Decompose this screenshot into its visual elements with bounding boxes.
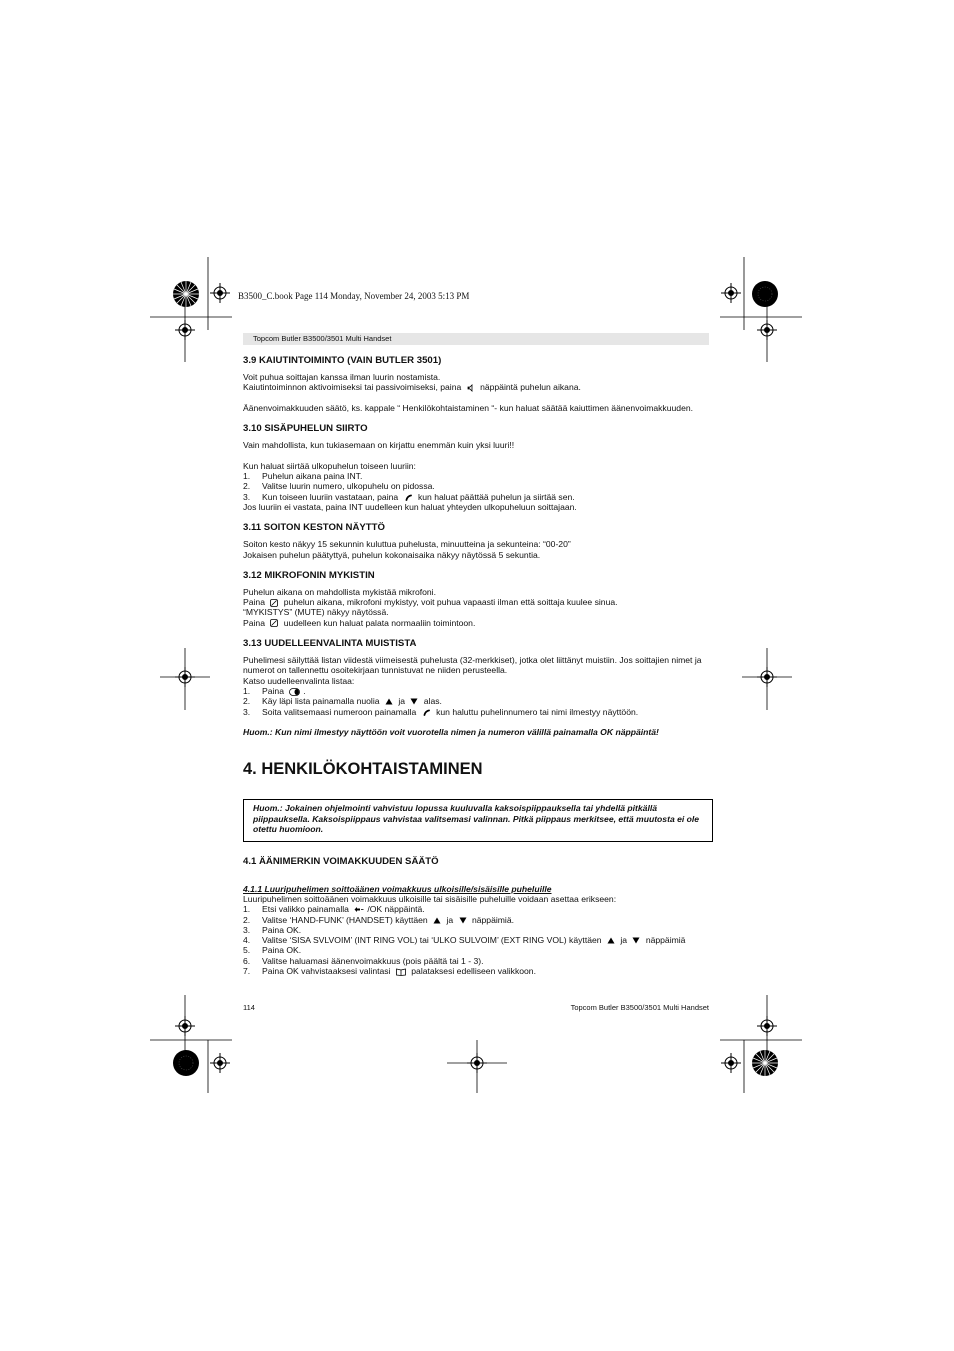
list-item: 4. Valitse ‘SISA SVLVOIM’ (INT RING VOL) tai ‘ULKO SULVOIM’ (EXT RING VOL) käyttäen ja näppäimiä [243, 935, 686, 946]
list-item: 5. Paina OK. [243, 945, 302, 956]
running-header [243, 333, 709, 345]
phone-handset-icon [422, 708, 431, 717]
list-item: 7. Paina OK vahvistaaksesi valintasi palataksesi edelliseen valikkoon. [243, 965, 536, 976]
section-3-10-title: 3.10 SISÄPUHELUN SIIRTO [243, 423, 368, 435]
para: Puhelun aikana on mahdollista mykistää mikrofoni. [243, 586, 436, 597]
section-4-1-title: 4.1 ÄÄNIMERKIN VOIMAKKUUDEN SÄÄTÖ [243, 856, 439, 868]
phonebook-icon [396, 968, 406, 976]
arrow-up-icon [607, 937, 615, 944]
page-content [243, 355, 713, 976]
note: Huom.: Kun nimi ilmestyy näyttöön voit vuorotella nimen ja numeron välillä painamalla OK näppäintä! [243, 727, 659, 738]
list-item: 2. Valitse ‘HAND-FUNK’ (HANDSET) käyttäen ja näppäimiä. [243, 914, 515, 925]
para: Kaiutintoiminnon aktivoimiseksi tai passivoimiseksi, paina näppäintä puhelun aikana. [243, 382, 581, 393]
para: “MYKISTYS” (MUTE) näkyy näytössä. [243, 607, 389, 618]
para: Vain mahdollista, kun tukiasemaan on kirjattu enemmän kuin yksi luuri!! [243, 440, 515, 451]
para: Puhelimesi säilyttää listan viidestä viimeisestä puhelusta (32-merkkiset), jotka olet liittänyt muistiin. Jos soittajien nimet ja numerot on tallennettu osoitekirjaan tunnistuvat ne niiden perusteella. [243, 655, 702, 676]
para: Paina uudelleen kun haluat palata normaaliin toimintoon. [243, 617, 476, 628]
page-number: 114 [243, 1003, 255, 1012]
para: Jos luuriin ei vastata, paina INT uudelleen kun haluat yhteyden ulkopuheluun soittajaan. [243, 501, 577, 512]
section-3-11-title: 3.11 SOITON KESTON NÄYTTÖ [243, 522, 385, 534]
list-item: 1. Puhelun aikana paina INT. [243, 471, 363, 482]
arrow-down-icon [632, 937, 640, 944]
para: Äänenvoimakkuuden säätö, ks. kappale “ Henkilökohtaistaminen “- kun haluat säätää kaiuttimen äänenvoimakkuuden. [243, 402, 694, 413]
list-item: 1. Etsi valikko painamalla /OK näppäintä. [243, 904, 425, 915]
chapter-title: 4. HENKILÖKOHTAISTAMINEN [243, 760, 483, 779]
para: Jokaisen puhelun päätyttyä, puhelun kokonaisaika näkyy näytössä 5 sekuntia. [243, 549, 541, 560]
para: Soiton kesto näkyy 15 sekunnin kuluttua puhelusta, minuutteina ja sekunteina: “00-20” [243, 539, 571, 550]
header-text: Topcom Butler B3500/3501 Multi Handset [253, 334, 392, 343]
speaker-icon [467, 384, 475, 392]
list-item: 3. Kun toiseen luuriin vastataan, paina kun haluat päättää puhelun ja siirtää sen. [243, 491, 575, 502]
section-3-9-title: 3.9 KAIUTINTOIMINTO (VAIN BUTLER 3501) [243, 355, 442, 366]
subsection-title: 4.1.1 Luuripuhelimen soittoäänen voimakkuus ulkoisille/sisäisille puheluille [243, 883, 552, 894]
para: Paina puhelun aikana, mikrofoni mykistyy, voit puhua vapaasti ilman että soittaja kuulee sinua. [243, 597, 618, 608]
list-item: 3. Soita valitsemaasi numeroon painamalla kun haluttu puhelinnumero tai nimi ilmestyy näyttöön. [243, 706, 639, 717]
mute-key-icon [270, 619, 278, 627]
list-item: 1. Paina . [243, 685, 306, 696]
section-3-13-title: 3.13 UUDELLEENVALINTA MUISTISTA [243, 638, 417, 650]
arrow-down-icon [410, 698, 418, 705]
para: Luuripuhelimen soittoäänen voimakkuus ulkoisille tai sisäisille puheluille voidaan asettaa erikseen: [243, 893, 617, 904]
footer-title: Topcom Butler B3500/3501 Multi Handset [570, 1003, 709, 1012]
para: Voit puhua soittajan kanssa ilman luurin nostamista. [243, 372, 441, 382]
arrow-down-icon [459, 917, 467, 924]
list-item: 3. Paina OK. [243, 924, 302, 935]
list-item: 2. Käy läpi lista painamalla nuolia ja alas. [243, 696, 442, 707]
arrow-up-icon [433, 917, 441, 924]
section-3-12-title: 3.12 MIKROFONIN MYKISTIN [243, 569, 375, 581]
mute-key-icon [270, 599, 278, 607]
arrow-up-icon [385, 698, 393, 705]
para: Kun haluat siirtää ulkopuhelun toiseen luuriin: [243, 460, 416, 471]
para: Katso uudelleenvalinta listaa: [243, 675, 355, 686]
redial-key-icon [289, 688, 300, 696]
list-item: 2. Valitse luurin numero, ulkopuhelu on pidossa. [243, 481, 435, 492]
phone-handset-icon [404, 493, 413, 502]
boxed-note: Huom.: Jokainen ohjelmointi vahvistuu lopussa kuuluvalla kaksoispiippauksella tai yhdellä pitkällä piippauksella. Kaksoispiippaus vahvistaa valitsemasi valinnan. Pitkä piippaus merkitsee, että muutosta ei ole otettu huomioon. [243, 799, 713, 842]
list-item: 6. Valitse haluamasi äänenvoimakkuus (pois päältä tai 1 - 3). [243, 955, 484, 966]
menu-key-icon [354, 906, 364, 913]
print-stamp: B3500_C.book Page 114 Monday, November 24, 2003 5:13 PM [238, 291, 470, 301]
